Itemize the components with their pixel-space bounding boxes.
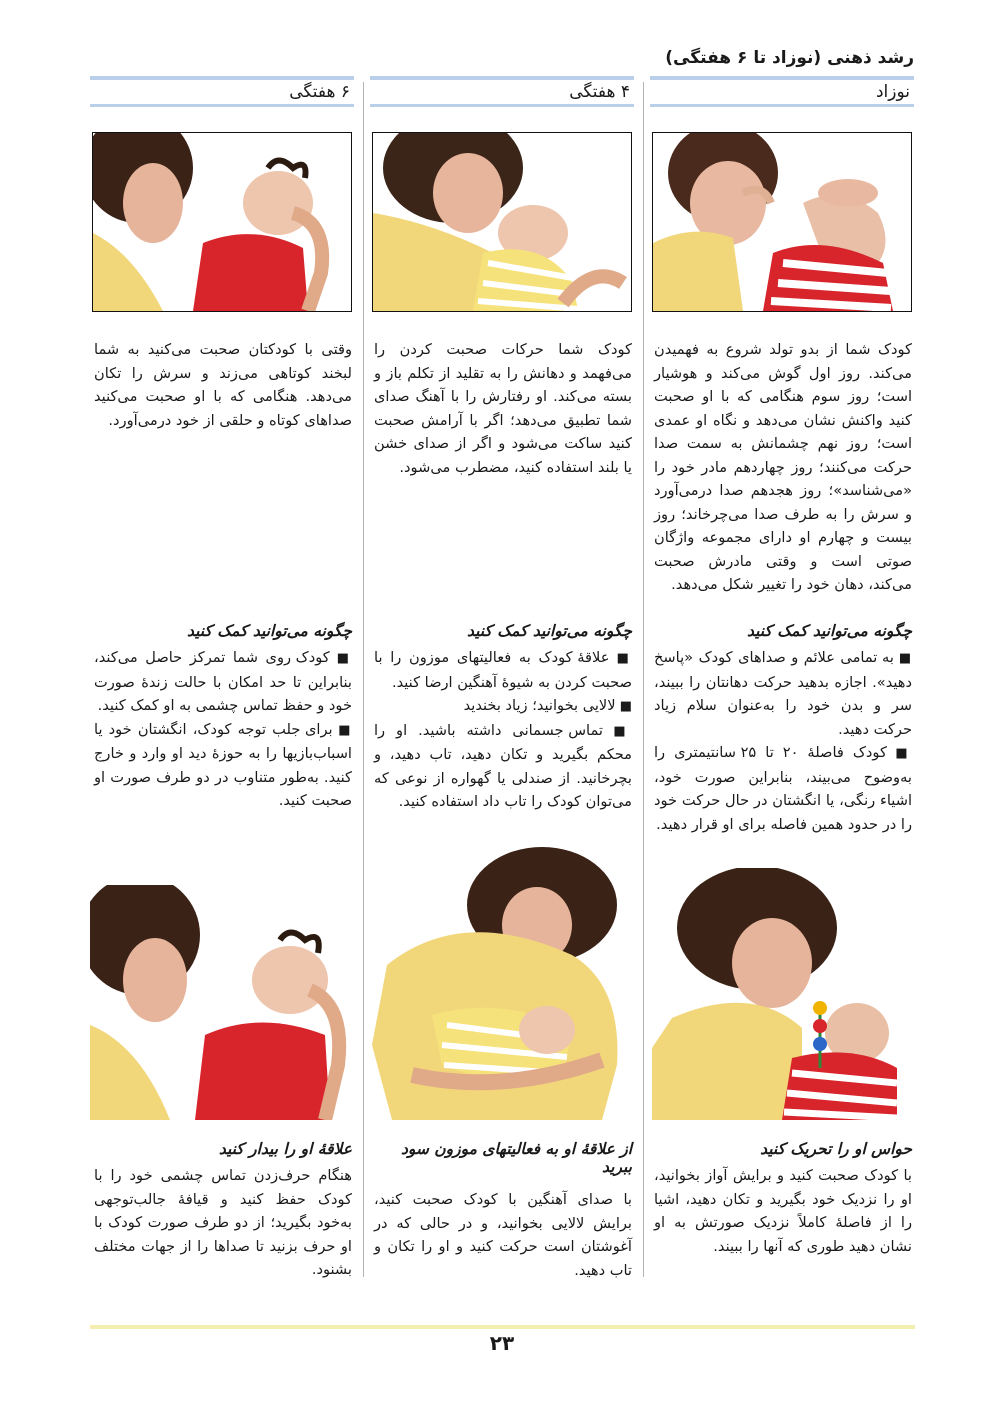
bullet-square-icon: ■: [886, 746, 912, 761]
bottom-heading: علاقهٔ او را بیدار کنید: [218, 1140, 352, 1158]
column-divider: [363, 82, 364, 1277]
help-bullets: [94, 646, 352, 813]
column-heading: ۴ هفتگی: [569, 82, 630, 102]
bottom-text: با کودک صحبت کنید و برایش آواز بخوانید، او را نزدیک خود بگیرید و تکان دهید، اشیا را از فاصلهٔ کاملاً نزدیک صورتش به او نشان دهید طوری که آنها را ببیند.: [654, 1167, 912, 1255]
photo-mother-cradling-baby: [372, 845, 630, 1120]
intro-text: وقتی با کودکتان صحبت می‌کنید به شما لبخند کوتاهی می‌زند و سرش را تکان می‌دهد. هنگامی که با او صحبت می‌کنید صداهای کوتاه و حلقی از خود درمی‌آورد.: [94, 341, 352, 429]
page-number: ۲۳: [489, 1331, 515, 1355]
footer-rule: [90, 1325, 915, 1329]
bottom-text: هنگام حرف‌زدن تماس چشمی خود را با کودک حفظ کنید و قیافهٔ جالب‌توجهی به‌خود بگیرید؛ از دو طرف صورت کودک با او حرف بزنید تا صداها را از جهات مختلف بشنود.: [94, 1167, 352, 1278]
bullet-square-icon: ■: [602, 723, 632, 739]
photo-mother-baby-eye-contact: [90, 885, 352, 1120]
bottom-text: با صدای آهنگین با کودک صحبت کنید، برایش لالایی بخوانید، و در حالی که در آغوشتان است حرکت کنید و او را تکان و تاب دهید.: [374, 1191, 632, 1279]
intro-text: کودک شما از بدو تولد شروع به فهمیدن می‌کند. روز اول گوش می‌کند و هوشیار است؛ روز سوم هنگامی که با او صحبت کنید واکنش نشان می‌دهد و نگاه او عمدی است؛ روز نهم چشمانش به سمت صدا حرکت می‌کنند؛ روز چهاردهم مادر خود را «می‌شناسد»؛ روز هجدهم صدا درمی‌آورد و سرش را به طرف صدا می‌چرخاند؛ روز بیست و چهارم او دارای مجموعه واژگان صوتی است و وقتی مادرش صحبت می‌کند، دهان خود را تغییر شکل می‌دهد.: [654, 341, 912, 593]
column-top-rule: [90, 76, 354, 80]
column-top-rule: [650, 76, 914, 80]
column-heading: نوزاد: [875, 82, 910, 102]
photo-mother-6-weeks-red-top: [92, 132, 352, 312]
column-top-rule: [370, 76, 634, 80]
bullet-square-icon: ■: [332, 722, 352, 738]
bullet-item: ■ به تمامی علائم و صداهای کودک «پاسخ دهید». اجازه بدهید حرکت دهانتان را ببیند، سر و بدن خود را به‌عنوان سلام زیاد حرکت دهید.: [654, 649, 912, 738]
bullet-square-icon: ■: [615, 699, 632, 714]
bullet-item: ■ لالایی بخوانید؛ زیاد بخندید: [463, 697, 632, 714]
bottom-heading: از علاقهٔ او به فعالیتهای موزون سود ببرید: [400, 1140, 632, 1176]
help-bullets: [374, 646, 632, 814]
help-heading: چگونه می‌توانید کمک کنید: [466, 622, 632, 640]
help-bullets: [654, 646, 912, 836]
bullet-item: ■ تماس جسمانی داشته باشید. او را محکم بگیرید و تکان دهید، تاب دهید، و بچرخانید. از صندلی یا گهواره از نوعی که می‌توان کودک را تاب داد استفاده کنید.: [374, 721, 632, 810]
bullet-item: ■ علاقهٔ کودک به فعالیتهای موزون را با صحبت کردن به شیوهٔ آهنگین ارضا کنید.: [374, 649, 632, 691]
bullet-item: ■ کودک روی شما تمرکز حاصل می‌کند، بنابراین تا حد امکان با حالت زندهٔ صورت خود و حفظ تماس چشمی به او کمک کنید.: [94, 649, 352, 714]
bullet-square-icon: ■: [329, 651, 352, 666]
bottom-heading: حواس او را تحریک کنید: [760, 1140, 912, 1158]
bullet-square-icon: ■: [609, 651, 632, 666]
help-heading: چگونه می‌توانید کمک کنید: [186, 622, 352, 640]
bullet-square-icon: ■: [893, 651, 912, 666]
column-heading-rule: [90, 104, 354, 107]
bullet-item: ■ برای جلب توجه کودک، انگشتان خود یا اسباب‌بازیها را به حوزهٔ دید او وارد و خارج کنید. به‌طور متناوب در دو طرف صورت او صحبت کنید.: [94, 720, 352, 809]
photo-mother-4-weeks-yellow-suit: [372, 132, 632, 312]
column-heading: ۶ هفتگی: [289, 82, 350, 102]
bullet-item: ■ کودک فاصلهٔ ۲۰ تا ۲۵ سانتیمتری را به‌وضوح می‌بیند، بنابراین صورت خود، اشیاء رنگی، یا انگشتان در حال حرکت خود را در حدود همین فاصله برای او قرار دهید.: [654, 744, 912, 833]
page-title: رشد ذهنی (نوزاد تا ۶ هفتگی): [665, 48, 914, 68]
help-heading: چگونه می‌توانید کمک کنید: [746, 622, 912, 640]
photo-mother-newborn-striped: [652, 132, 912, 312]
photo-mother-newborn-toy: [652, 868, 910, 1120]
column-heading-rule: [370, 104, 634, 107]
column-divider: [643, 82, 644, 1277]
column-heading-rule: [650, 104, 914, 107]
intro-text: کودک شما حرکات صحبت کردن را می‌فهمد و دهانش را به تقلید از تکلم باز و بسته می‌کند. او رفتارش را با آهنگ صدای شما تطبیق می‌دهد؛ اگر با آرامش صحبت کنید ساکت می‌شود و اگر از صدای خشن یا بلند استفاده کنید، مضطرب می‌شود.: [374, 341, 632, 476]
